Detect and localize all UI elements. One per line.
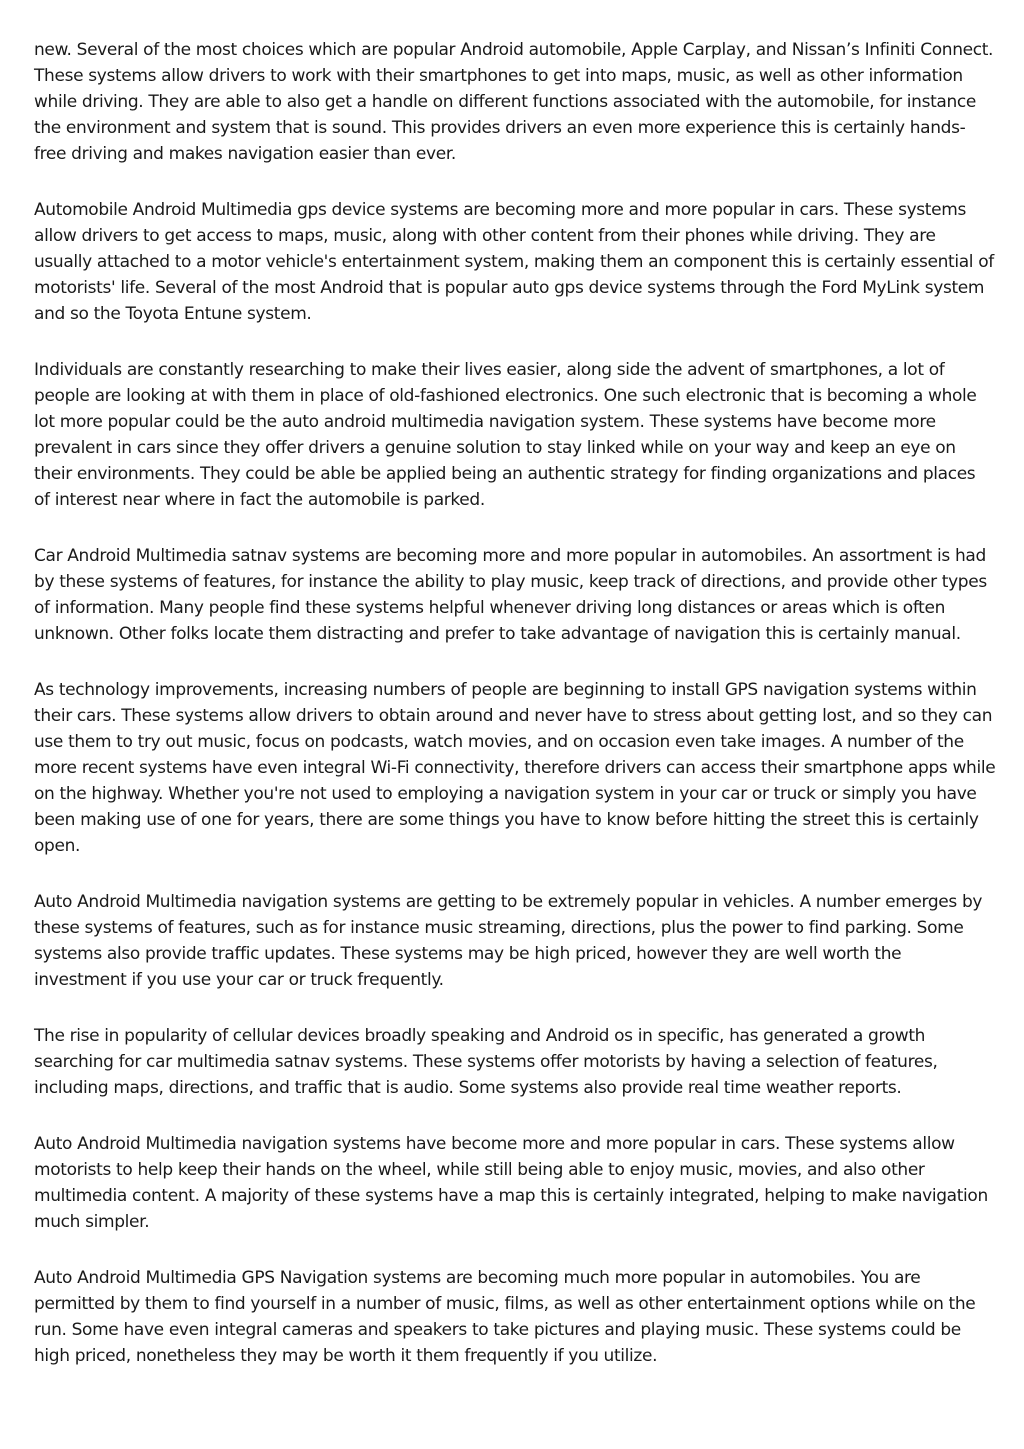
paragraph-8: Auto Android Multimedia navigation systems have become more and more popular in cars. These systems allow motorists to help keep their hands on the wheel, while still being able to enjoy music, movies, and also other multimedia content. A majority of these systems have a map this is certainly integrated, helping to make navigation much simpler. (34, 1134, 988, 1232)
document-page (34, 37, 996, 1399)
paragraph-2: Automobile Android Multimedia gps device systems are becoming more and more popular in cars. These systems allow drivers to get access to maps, music, along with other content from their phones while driving. They are usually attached to a motor vehicle's entertainment system, making them an component this is certainly essential of motorists' life. Several of the most Android that is popular auto gps device systems through the Ford MyLink system and so the Toyota Entune system. (34, 200, 994, 324)
paragraph-3: Individuals are constantly researching to make their lives easier, along side the advent of smartphones, a lot of people are looking at with them in place of old-fashioned electronics. One such electronic that is becoming a whole lot more popular could be the auto android multimedia navigation system. These systems have become more prevalent in cars since they offer drivers a genuine solution to stay linked while on your way and keep an eye on their environments. They could be able be applied being an authentic strategy for finding organizations and places of interest near where in fact the automobile is parked. (34, 360, 977, 510)
paragraph-7: The rise in popularity of cellular devices broadly speaking and Android os in specific, has generated a growth searching for car multimedia satnav systems. These systems offer motorists by having a selection of features, including maps, directions, and traffic that is audio. Some systems also provide real time weather reports. (34, 1026, 938, 1098)
paragraph-9: Auto Android Multimedia GPS Navigation systems are becoming much more popular in automobiles. You are permitted by them to find yourself in a number of music, films, as well as other entertainment options while on the run. Some have even integral cameras and speakers to take pictures and playing music. These systems could be high priced, nonetheless they may be worth it them frequently if you utilize. (34, 1268, 976, 1366)
paragraph-6: Auto Android Multimedia navigation systems are getting to be extremely popular in vehicles. A number emerges by these systems of features, such as for instance music streaming, directions, plus the power to find parking. Some systems also provide traffic updates. These systems may be high priced, however they are well worth the investment if you use your car or truck frequently. (34, 892, 983, 990)
paragraph-1: new. Several of the most choices which are popular Android automobile, Apple Carplay, and Nissan’s Infiniti Connect. These systems allow drivers to work with their smartphones to get into maps, music, as well as other information while driving. They are able to also get a handle on different functions associated with the automobile, for instance the environment and system that is sound. This provides drivers an even more experience this is certainly hands-free driving and makes navigation easier than ever. (34, 40, 994, 164)
paragraph-5: As technology improvements, increasing numbers of people are beginning to install GPS navigation systems within their cars. These systems allow drivers to obtain around and never have to stress about getting lost, and so they can use them to try out music, focus on podcasts, watch movies, and on occasion even take images. A number of the more recent systems have even integral Wi-Fi connectivity, therefore drivers can access their smartphone apps while on the highway. Whether you're not used to employing a navigation system in your car or truck or simply you have been making use of one for years, there are some things you have to know before hitting the street this is certainly open. (34, 680, 996, 856)
paragraph-4: Car Android Multimedia satnav systems are becoming more and more popular in automobiles. An assortment is had by these systems of features, for instance the ability to play music, keep track of directions, and provide other types of information. Many people find these systems helpful whenever driving long distances or areas which is often unknown. Other folks locate them distracting and prefer to take advantage of navigation this is certainly manual. (34, 546, 987, 644)
